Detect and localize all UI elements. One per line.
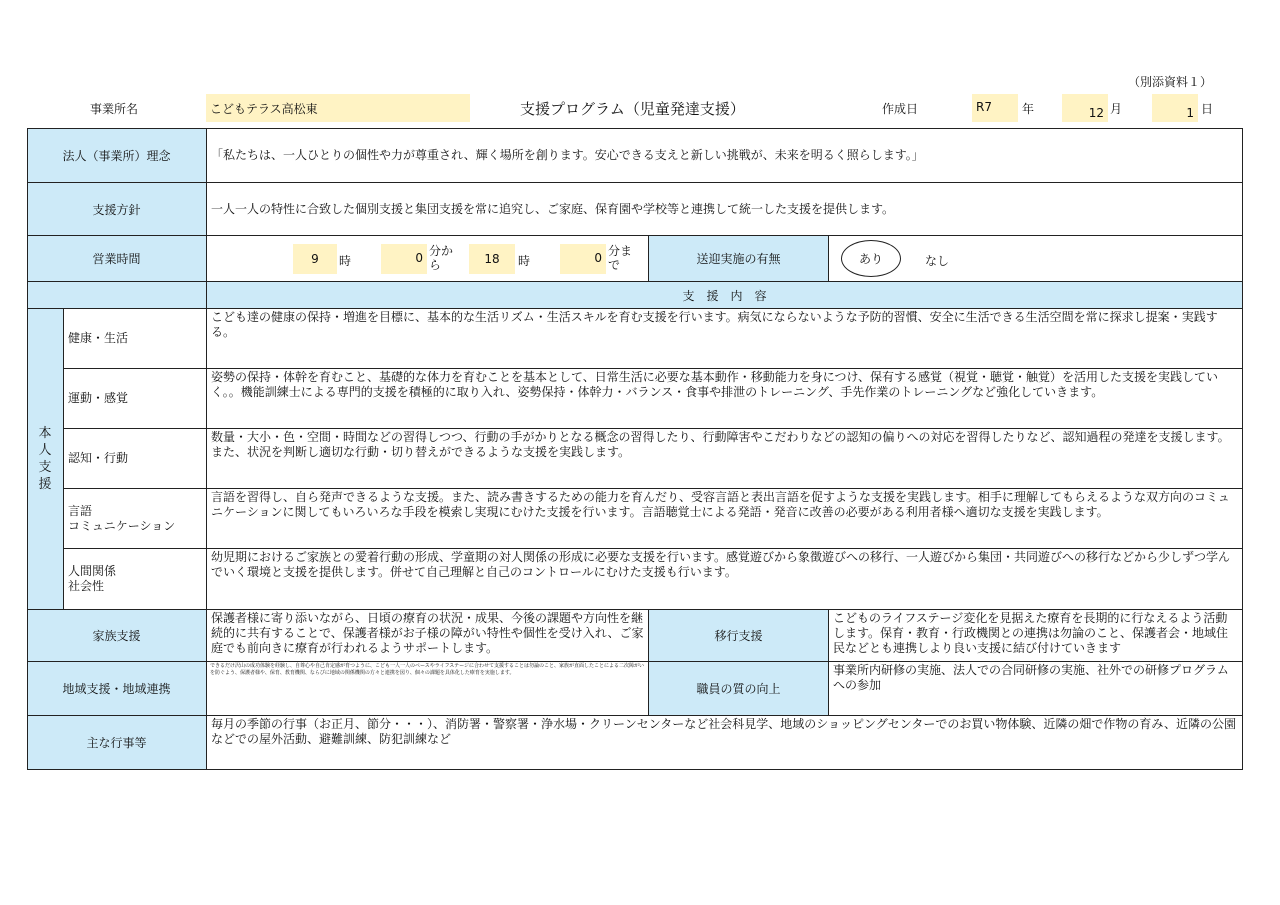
office-name-value: こどもテラス高松東 — [210, 101, 318, 116]
philosophy-text[interactable]: 「私たちは、一人ひとりの個性や力が尊重され、輝く場所を創ります。安心できる支えと新しい挑戦が、未来を明るく照らします。」 — [207, 128, 1243, 183]
family-support-label: 家族支援 — [27, 610, 207, 662]
events-label: 主な行事等 — [27, 716, 207, 770]
month-value: 12 — [1088, 106, 1104, 120]
transport-yes-label: あり — [858, 252, 883, 266]
support-item-text-2[interactable]: 数量・大小・色・空間・時間などの習得しつつ、行動の手がかりとなる概念の習得したり、行動障害やこだわりなどの認知の偏りへの対応を習得したりなど、認知過程の発達を支援します。また、状況を判断し適切な行動・切り替えができるような支援を実践します。 — [207, 429, 1243, 489]
transport-no-option[interactable]: なし — [925, 254, 950, 268]
day-field[interactable] — [1152, 94, 1198, 122]
month-field[interactable] — [1062, 94, 1108, 122]
support-item-text-3[interactable]: 言語を習得し、自ら発声できるような支援。また、読み書きするための能力を育んだり、受容言語と表出言語を促すような支援を実践します。相手に理解してもらえるような双方向のコミュニケーションに関してもいろいろな手段を模索し実現にむけた支援を行います。言語聴覚士による発語・発音に改善の必要がある利用者様へ適切な支援を実践します。 — [207, 489, 1243, 549]
transport-label: 送迎実施の有無 — [649, 236, 829, 282]
support-item-label-3: 言語 コミュニケーション — [64, 489, 207, 549]
support-item-label-1: 運動・感覚 — [64, 369, 207, 429]
attachment-note: （別添資料１） — [1128, 75, 1213, 89]
community-support-label: 地域支援・地域連携 — [27, 662, 207, 716]
transport-yes-option[interactable] — [841, 240, 901, 277]
support-item-text-1[interactable]: 姿勢の保持・体幹を育むこと、基礎的な体力を育むことを基本として、日常生活に必要な基本動作・移動能力を身につけ、保有する感覚（視覚・聴覚・触覚）を活用した支援を実践していく。。機能訓練士による専門的支援を積極的に取り入れ、姿勢保持・体幹力・バランス・食事や排泄のトレーニング、手先作業のトレーニングなど強化していきます。 — [207, 369, 1243, 429]
created-date-label: 作成日 — [882, 102, 919, 116]
policy-label: 支援方針 — [27, 183, 207, 236]
day-label: 日 — [1201, 102, 1214, 116]
end-min-field[interactable] — [560, 244, 606, 274]
support-header-spacer — [27, 282, 207, 309]
start-hour-unit: 時 — [339, 254, 352, 268]
start-hour-value: 9 — [311, 252, 319, 266]
year-label: 年 — [1022, 102, 1035, 116]
staff-quality-text[interactable]: 事業所内研修の実施、法人での合同研修の実施、社外での研修プログラムへの参加 — [829, 662, 1243, 716]
office-name-field[interactable] — [206, 94, 470, 122]
support-item-text-4[interactable]: 幼児期におけるご家族との愛着行動の形成、学童期の対人関係の形成に必要な支援を行います。感覚遊びから象徴遊びへの移行、一人遊びから集団・共同遊びへの移行などから少しずつ学んでいく環境と支援を提供します。併せて自己理解と自己のコントロールにむけた支援も行います。 — [207, 549, 1243, 610]
policy-text[interactable]: 一人一人の特性に合致した個別支援と集団支援を常に追究し、ご家庭、保育園や学校等と連携して統一した支援を提供します。 — [207, 183, 1243, 236]
hours-row — [207, 236, 649, 282]
from-unit: 分から — [429, 244, 454, 272]
transition-support-label: 移行支援 — [649, 610, 829, 662]
era-value: R7 — [976, 100, 992, 114]
support-item-label-0: 健康・生活 — [64, 309, 207, 369]
support-item-text-0[interactable]: こども達の健康の保持・増進を目標に、基本的な生活リズム・生活スキルを育む支援を行います。病気にならないような予防的習慣、安全に生活できる生活空間を常に探求し提案・実践する。 — [207, 309, 1243, 369]
community-support-text[interactable]: できるだけ沢山の成功体験を経験し、自尊心や自己肯定感が育つように、こども一人一人のペースやライフステージに合わせて支援することは勿論のこと、家族が直面したことによる二次障がいを防ぐよう、保護者様や、保育、教育機関、ならびに地域の関係機関の方々と連携を図り、個々の課題を具体化した療育を実施します。 — [207, 662, 649, 716]
end-min-value: 0 — [594, 251, 602, 265]
end-hour-value: 18 — [484, 252, 500, 266]
office-name-label: 事業所名 — [90, 102, 139, 116]
family-support-text[interactable]: 保護者様に寄り添いながら、日頃の療育の状況・成果、今後の課題や方向性を継続的に共有することで、保護者様がお子様の障がい特性や個性を受け入れ、ご家庭でも前向きに療育が行われるようサポートします。 — [207, 610, 649, 662]
support-item-label-4: 人間関係 社会性 — [64, 549, 207, 610]
support-section-title: 支 援 内 容 — [207, 282, 1243, 309]
month-label: 月 — [1110, 102, 1123, 116]
until-unit: 分まで — [608, 244, 633, 272]
start-hour-field[interactable] — [293, 244, 337, 274]
transport-options — [829, 236, 1243, 282]
end-hour-field[interactable] — [469, 244, 515, 274]
hours-label: 営業時間 — [27, 236, 207, 282]
page-title: 支援プログラム（児童発達支援） — [520, 100, 745, 118]
staff-quality-label: 職員の質の向上 — [649, 662, 829, 716]
end-hour-unit: 時 — [518, 254, 531, 268]
era-field[interactable] — [972, 94, 1018, 122]
support-item-label-2: 認知・行動 — [64, 429, 207, 489]
start-min-field[interactable] — [381, 244, 427, 274]
personal-support-label — [27, 309, 64, 610]
personal-support-text: 本人支援 — [38, 426, 52, 492]
day-value: 1 — [1186, 106, 1194, 120]
events-text[interactable]: 毎月の季節の行事（お正月、節分・・・）、消防署・警察署・浄水場・クリーンセンターなど社会科見学、地域のショッピングセンターでのお買い物体験、近隣の畑で作物の育み、近隣の公園などでの屋外活動、避難訓練、防犯訓練など — [207, 716, 1243, 770]
transition-support-text[interactable]: こどものライフステージ変化を見据えた療育を長期的に行なえるよう活動します。保育・教育・行政機関との連携は勿論のこと、保護者会・地域住民などとも連携しより良い支援に結び付けていきます — [829, 610, 1243, 662]
philosophy-label: 法人（事業所）理念 — [27, 128, 207, 183]
start-min-value: 0 — [415, 251, 423, 265]
